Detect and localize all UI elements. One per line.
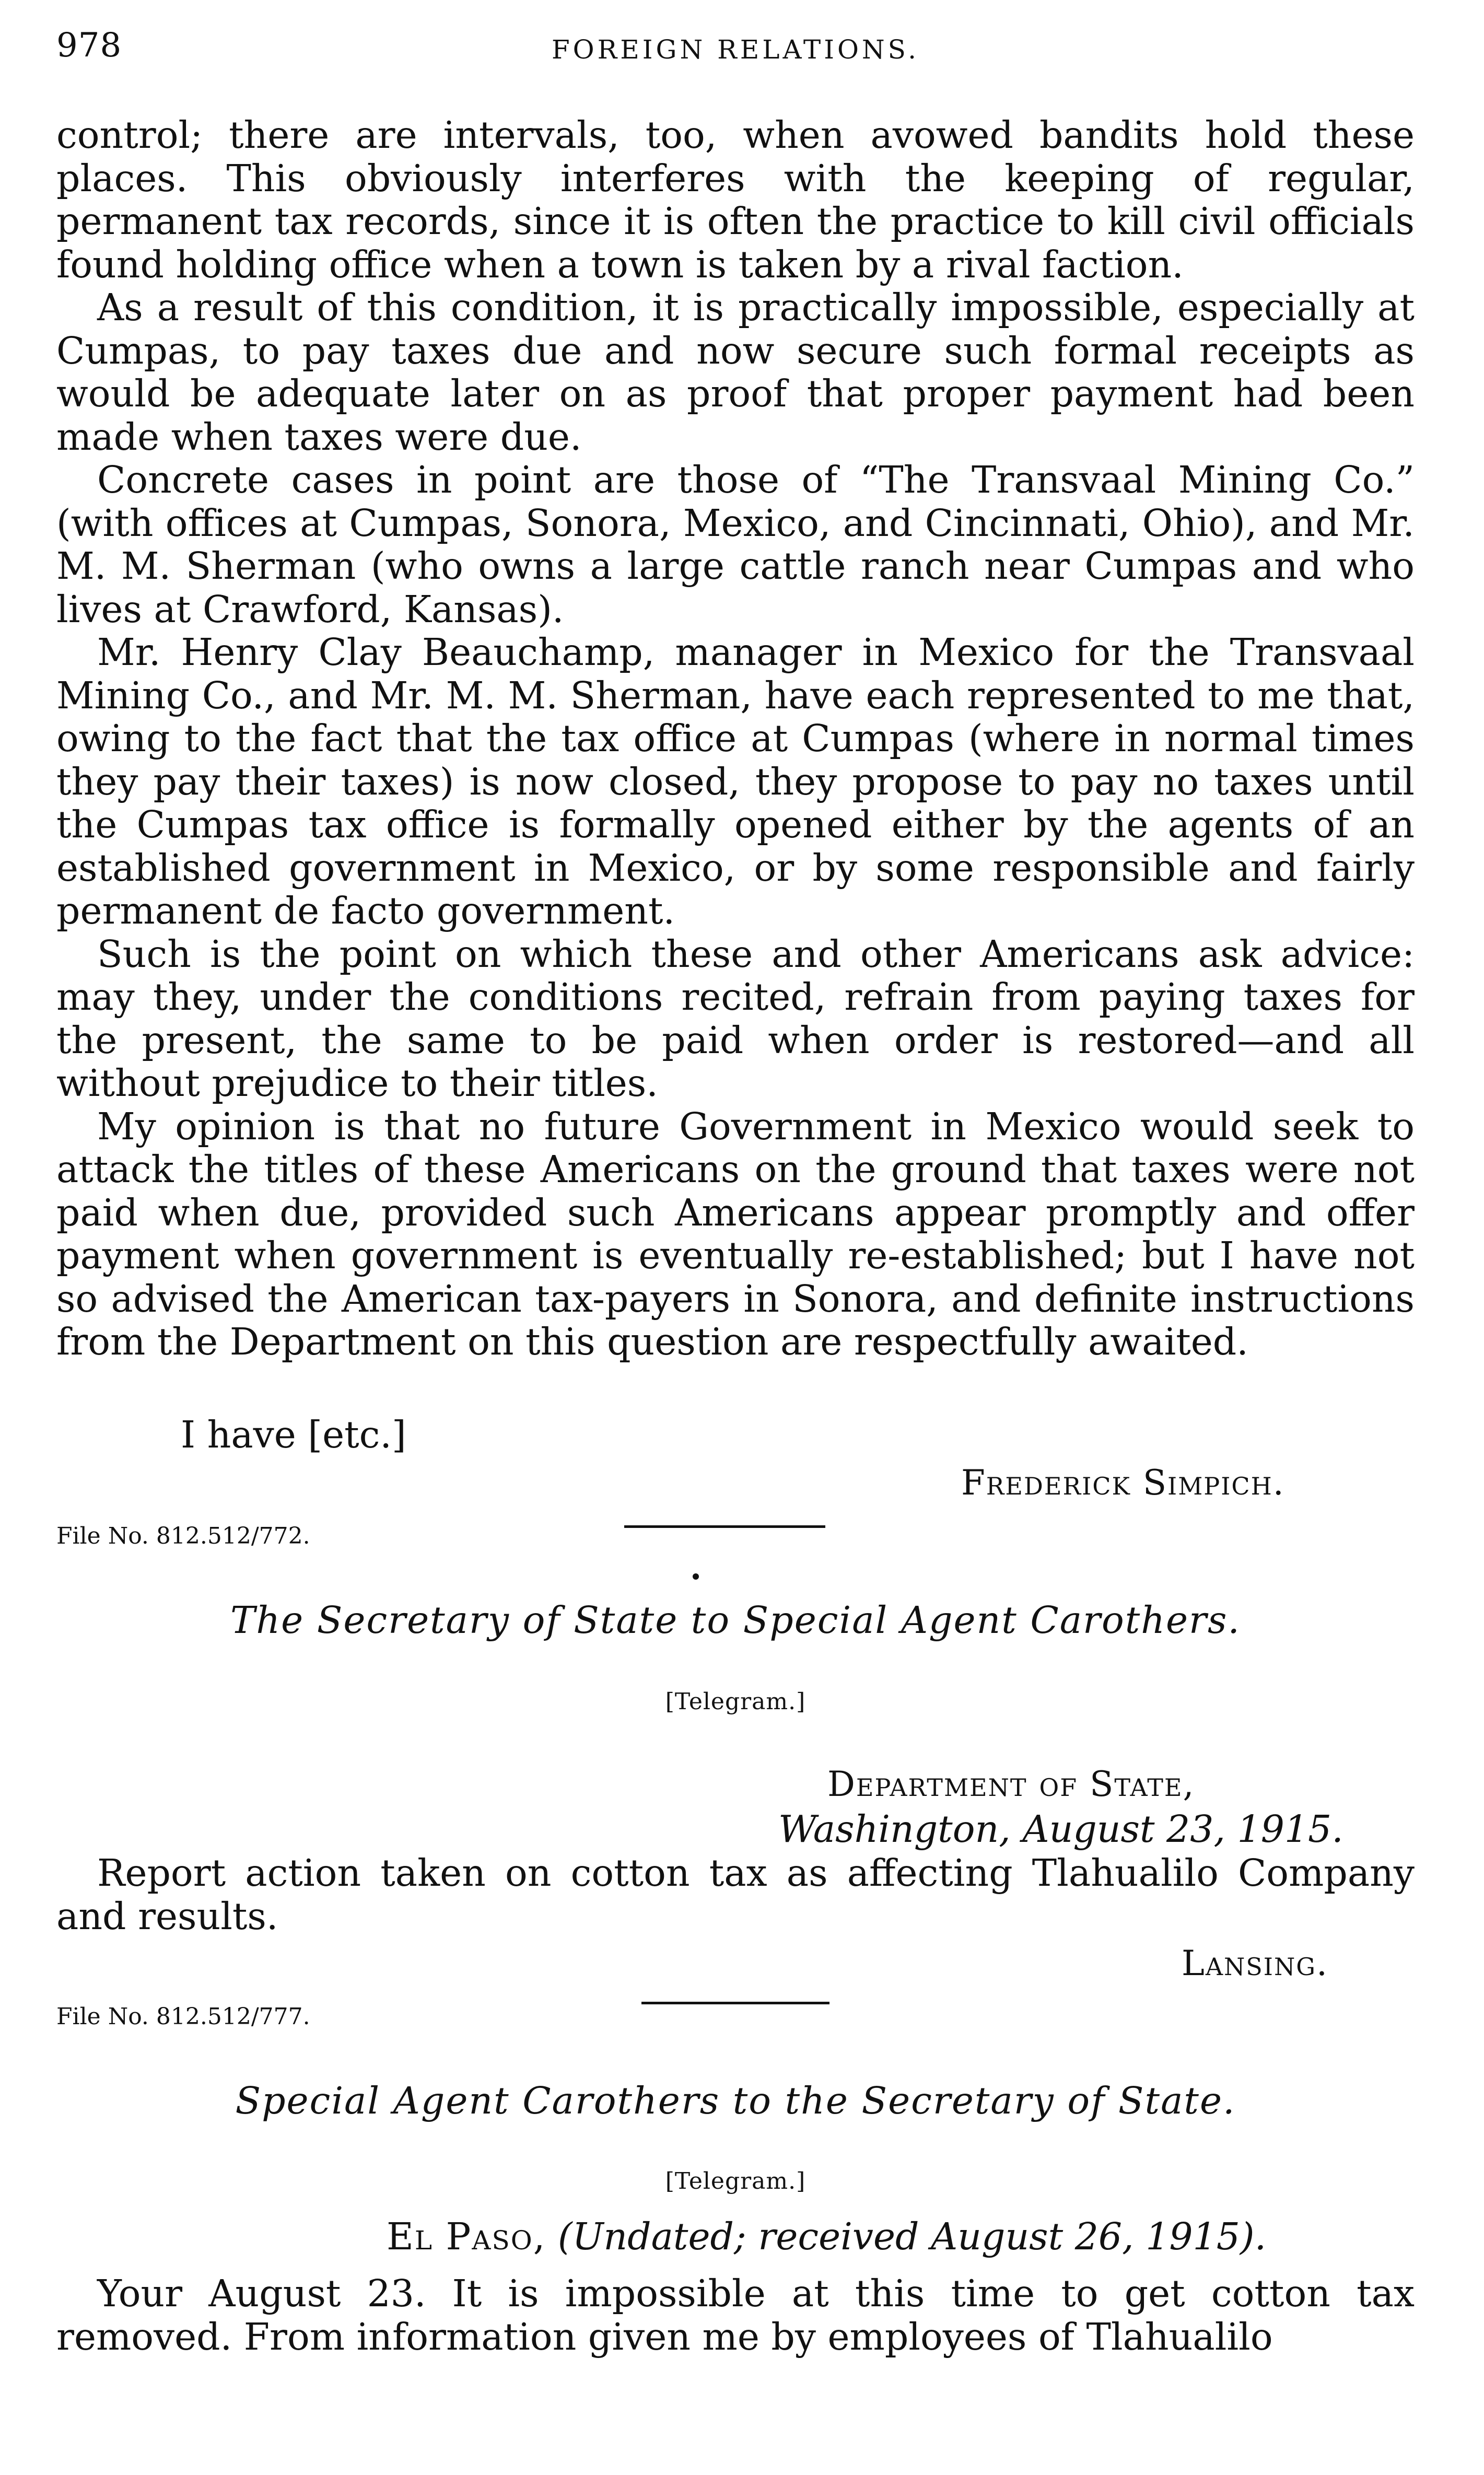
telegram-note: [Telegram.] (665, 1688, 806, 1715)
paragraph: As a result of this condition, it is practically impossible, especially at Cumpas, to pay taxes due and now secure such formal receipts as would be adequate later on as proof that proper payment had been made when taxes were due. (56, 286, 1415, 459)
letter-body (56, 114, 1415, 1364)
telegram-note: [Telegram.] (665, 2168, 806, 2194)
letter-closing: I have [etc.] (181, 1413, 406, 1456)
signature-lansing: Lansing. (1182, 1943, 1328, 1983)
document-title: The Secretary of State to Special Agent Carothers. (230, 1598, 1241, 1642)
file-number-777: File No. 812.512/777. (56, 2003, 310, 2030)
signature-simpich: Frederick Simpich. (961, 1463, 1285, 1503)
paragraph: Your August 23. It is impossible at this time to get cotton tax removed. From information given me by employees of Tlahualilo (56, 2272, 1415, 2359)
stray-dot (693, 1573, 699, 1580)
paragraph: My opinion is that no future Government in Mexico would seek to attack the titles of these Americans on the ground that taxes were not paid when due, provided such Americans appear promptly and offer payment when government is eventually re-established; but I have not so advised the American tax-payers in Sonora, and definite instructions from the Department on this question are respectfully awaited. (56, 1104, 1415, 1363)
paragraph: Report action taken on cotton tax as affecting Tlahualilo Company and results. (56, 1851, 1415, 1938)
dateline-place: El Paso, (387, 2215, 546, 2258)
telegram-body (56, 1852, 1415, 1938)
section-rule (624, 1525, 825, 1528)
dateline-place: Washington, August 23, 1915. (778, 1807, 1343, 1851)
paragraph: Concrete cases in point are those of “The Transvaal Mining Co.” (with offices at Cumpas, Sonora, Mexico, and Cincinnati, Ohio), and Mr. M. M. Sherman (who owns a large cattle ranch near Cumpas and who lives at Crawford, Kansas). (56, 458, 1415, 631)
page-number: 978 (56, 26, 122, 65)
running-head: FOREIGN RELATIONS. (551, 34, 920, 65)
file-number-772: File No. 812.512/772. (56, 1523, 310, 1549)
dateline-received: (Undated; received August 26, 1915). (557, 2215, 1267, 2258)
section-rule (641, 2002, 829, 2004)
paragraph: Mr. Henry Clay Beauchamp, manager in Mexico for the Transvaal Mining Co., and Mr. M. M. Sherman, have each represented to me that, owing to the fact that the tax office at Cumpas (where in normal times they pay their taxes) is now closed, they propose to pay no taxes until the Cumpas tax office is formally opened either by the agents of an established government in Mexico, or by some responsible and fairly permanent de facto government. (56, 631, 1415, 932)
page-header (56, 19, 1415, 76)
dateline-office: Department of State, (827, 1764, 1195, 1804)
paragraph: Such is the point on which these and other Americans ask advice: may they, under the conditions recited, refrain from paying taxes for the present, the same to be paid when order is restored—and all without prejudice to their titles. (56, 932, 1415, 1105)
paragraph: control; there are intervals, too, when avowed bandits hold these places. This obviously interferes with the keeping of regular, permanent tax records, since it is often the practice to kill civil officials found holding office when a town is taken by a rival faction. (56, 113, 1415, 286)
document-title: Special Agent Carothers to the Secretary of State. (235, 2079, 1236, 2122)
dateline (387, 2215, 1266, 2258)
telegram-body (56, 2272, 1415, 2359)
